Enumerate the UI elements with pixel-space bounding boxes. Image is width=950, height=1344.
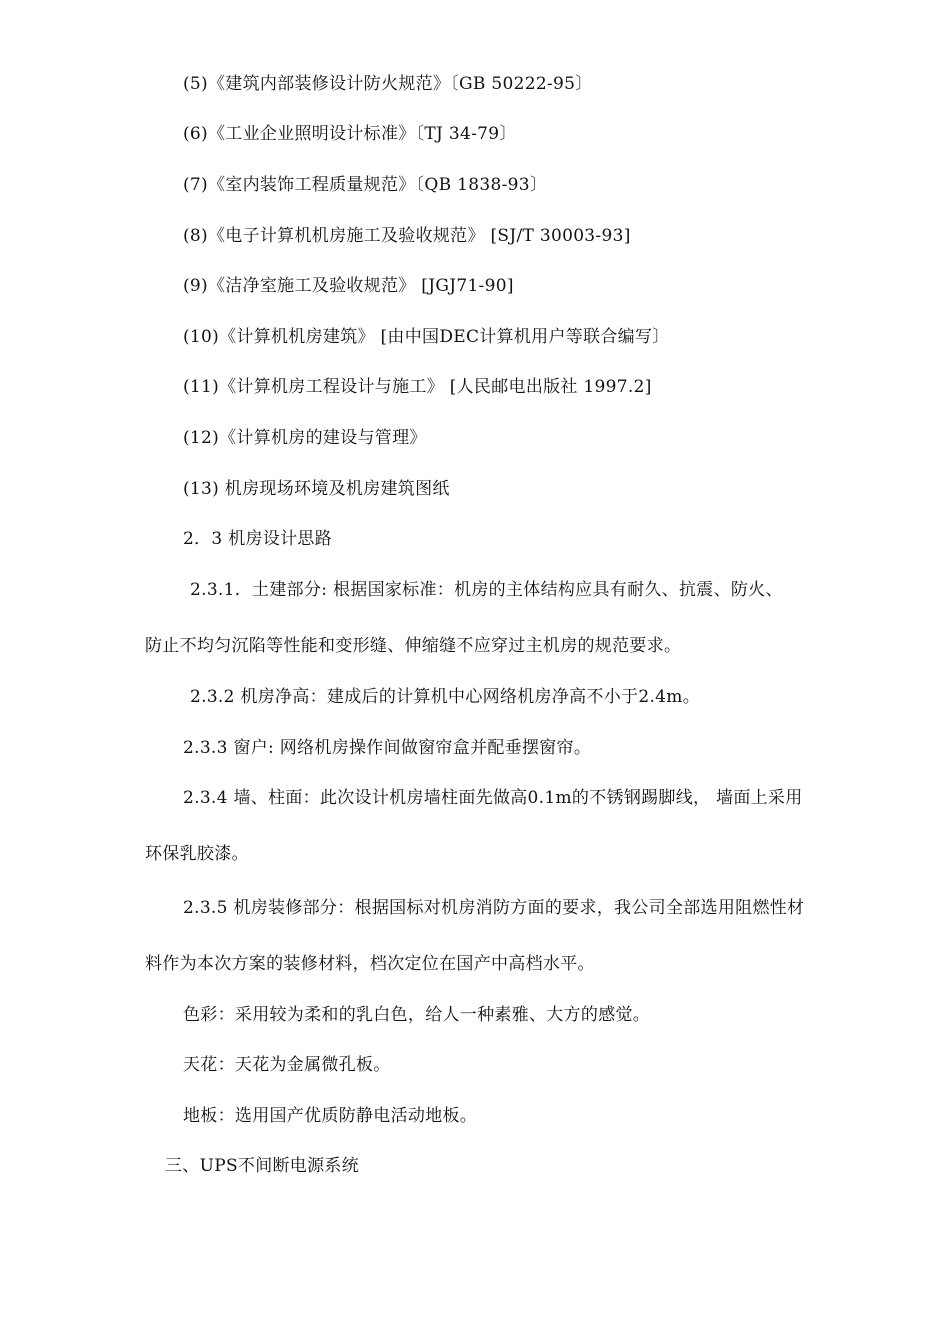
paragraph-2-3-4-line-1: 2.3.4 墙、柱面：此次设计机房墙柱面先做高0.1m的不锈钢踢脚线， 墙面上采用	[183, 788, 803, 808]
paragraph-2-3-1-line-1: 2.3.1．土建部分: 根据国家标准：机房的主体结构应具有耐久、抗震、防火、	[190, 580, 783, 600]
reference-item-9: (9)《洁净室施工及验收规范》 [JGJ71-90]	[183, 276, 514, 296]
paragraph-2-3-4-line-2: 环保乳胶漆。	[145, 844, 249, 864]
paragraph-ceiling: 天花：天花为金属微孔板。	[183, 1055, 391, 1075]
paragraph-2-3-5-line-2: 料作为本次方案的装修材料，档次定位在国产中高档水平。	[145, 954, 595, 974]
reference-item-7: (7)《室内装饰工程质量规范》〔QB 1838-93〕	[183, 175, 548, 195]
paragraph-color: 色彩：采用较为柔和的乳白色，给人一种素雅、大方的感觉。	[183, 1005, 651, 1025]
reference-item-11: (11)《计算机房工程设计与施工》 [人民邮电出版社 1997.2]	[183, 377, 652, 397]
reference-item-5: (5)《建筑内部装修设计防火规范》〔GB 50222-95〕	[183, 74, 593, 94]
reference-item-13: (13) 机房现场环境及机房建筑图纸	[183, 479, 450, 499]
paragraph-floor: 地板：选用国产优质防静电活动地板。	[183, 1106, 478, 1126]
reference-item-12: (12)《计算机房的建设与管理》	[183, 428, 427, 448]
paragraph-2-3-1-line-2: 防止不均匀沉陷等性能和变形缝、伸缩缝不应穿过主机房的规范要求。	[145, 636, 682, 656]
reference-item-6: (6)《工业企业照明设计标准》〔TJ 34-79〕	[183, 124, 517, 144]
reference-item-8: (8)《电子计算机机房施工及验收规范》 [SJ/T 30003-93]	[183, 226, 631, 246]
paragraph-2-3-5-line-1: 2.3.5 机房装修部分：根据国标对机房消防方面的要求，我公司全部选用阻燃性材	[183, 898, 805, 918]
section-heading-3: 三、UPS不间断电源系统	[165, 1156, 360, 1176]
reference-item-10: (10)《计算机机房建筑》 [由中国DEC计算机用户等联合编写〕	[183, 327, 670, 347]
section-heading-2-3: 2．3 机房设计思路	[183, 529, 333, 549]
paragraph-2-3-2: 2.3.2 机房净高：建成后的计算机中心网络机房净高不小于2.4m。	[190, 687, 701, 707]
paragraph-2-3-3: 2.3.3 窗户: 网络机房操作间做窗帘盒并配垂摆窗帘。	[183, 738, 592, 758]
